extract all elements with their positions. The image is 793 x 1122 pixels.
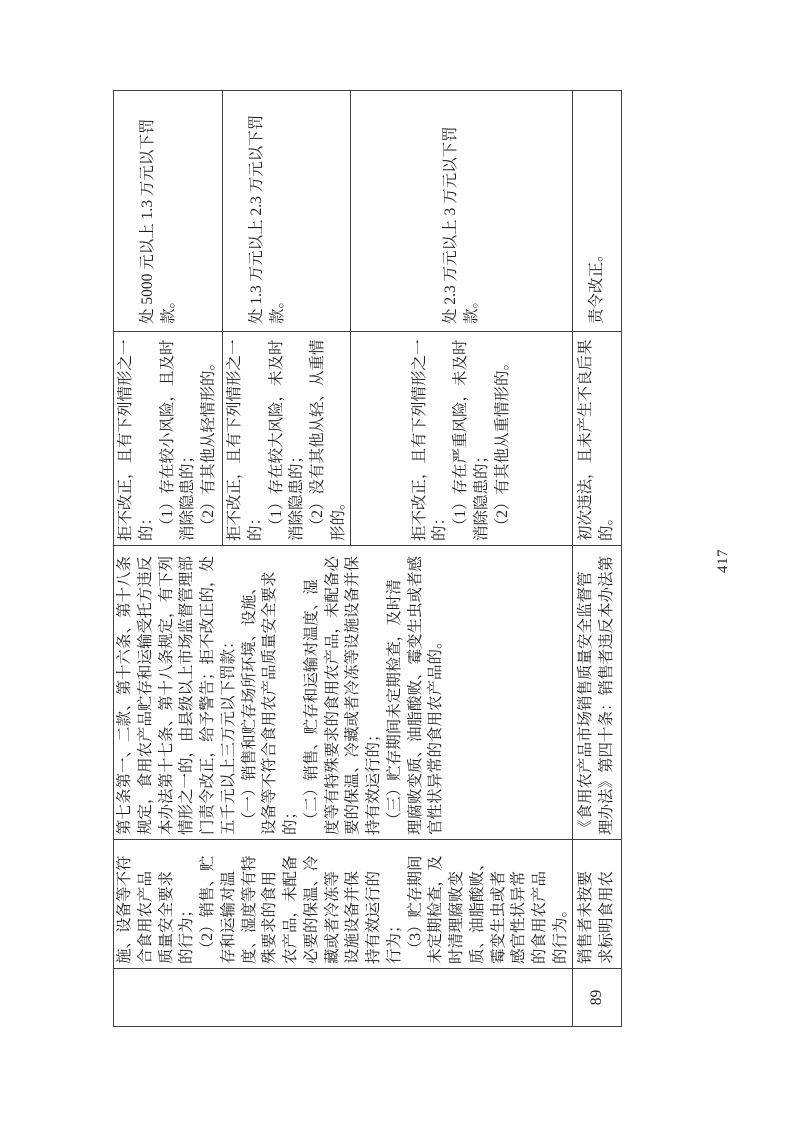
- text-line: 持有效运行的: [365, 870, 382, 964]
- text-line: 质、油脂酸败、: [468, 855, 486, 964]
- text-line: 款。: [462, 292, 480, 324]
- text-line: 官性状异常的食用农产品的。: [427, 633, 445, 835]
- text-line: 拒不改正，且有下列情形之一: [410, 339, 428, 541]
- cell-discretion-89: [573, 331, 621, 545]
- text-line: （2）销售、贮: [199, 855, 216, 964]
- text-line: 未定期检查，及: [427, 855, 445, 964]
- text-line: 形的。: [329, 494, 347, 541]
- text-line: 质量安全要求: [157, 870, 175, 964]
- seq-number: 89: [587, 989, 605, 1006]
- text-line: 的：: [137, 509, 155, 541]
- cell-penalty-range-2: [223, 91, 351, 331]
- text-line: 设备等不符合食用农产品质量安全要求: [261, 571, 279, 835]
- penalty-discretion-table: [113, 90, 622, 1027]
- text-line: 处 1.3 万元以上 2.3 万元以下罚: [248, 114, 265, 324]
- text-line: 度等有特殊要求的食用农产品，未配备必: [323, 555, 341, 835]
- text-line: 合食用农产品: [136, 870, 154, 964]
- text-line: 第七条第一、二款、第十六条、第十八条: [116, 555, 133, 835]
- cell-violation-89: [573, 839, 621, 968]
- text-line: （2）有其他从轻情形的。: [200, 354, 217, 541]
- text-line: 存和运输对温: [219, 870, 237, 964]
- text-line: 本办法第十七条、第十八条规定，有下列: [157, 555, 175, 835]
- text-line: 的：: [431, 509, 449, 541]
- text-line: 设施设备并保: [344, 870, 362, 964]
- text-line: 五千元以上三万元以下罚款：: [219, 633, 237, 835]
- text-line: 度、湿度等有特: [240, 855, 258, 964]
- text-line: 情形之一的，由县级以上市场监督管理部: [178, 555, 196, 835]
- text-line: 时清理腐败变: [448, 870, 465, 964]
- text-line: 拒不改正，且有下列情形之一: [226, 339, 243, 541]
- cell-discretion-situation-1: [114, 331, 223, 545]
- text-line: 责令改正。: [587, 246, 605, 324]
- text-line: （1）存在较大风险，未及时: [267, 339, 285, 541]
- cell-penalty-basis-89: [573, 545, 621, 839]
- cell-penalty-basis-continuation: [114, 545, 573, 839]
- text-line: 规定，食用农产品贮存和运输受托方违反: [136, 555, 154, 835]
- cell-penalty-range-3: [351, 91, 573, 331]
- cell-seq-89: [573, 968, 621, 1026]
- text-line: 求标明食用农: [598, 870, 615, 964]
- text-line: 理办法》第四十条：销售者违反本办法第: [598, 555, 615, 835]
- text-line: 的食用农产品: [531, 870, 548, 964]
- text-line: 款。: [159, 292, 177, 324]
- text-line: 霉变生虫或者: [489, 870, 507, 964]
- text-line: （3）贮存期间: [406, 855, 424, 964]
- text-line: 销售者未按要: [577, 870, 595, 964]
- text-line: 施、设备等不符: [116, 855, 133, 964]
- text-line: 藏或者冷冻等: [323, 870, 341, 964]
- text-line: 消除隐患的；: [472, 447, 490, 541]
- text-line: 消除隐患的；: [179, 447, 197, 541]
- cell-violation-continuation: [114, 839, 573, 968]
- cell-seq-continuation: [114, 968, 573, 1026]
- text-line: 殊要求的食用: [261, 870, 279, 964]
- text-line: 的：: [246, 509, 264, 541]
- text-line: 初次违法，且未产生不良后果: [577, 339, 595, 541]
- text-line: （一）销售和贮存场所环境、设施、: [240, 579, 258, 835]
- text-line: 的行为；: [178, 901, 196, 964]
- text-line: 拒不改正，且有下列情形之一: [117, 339, 134, 541]
- cell-discretion-situation-2: [223, 331, 351, 545]
- text-line: 的行为。: [551, 901, 569, 964]
- text-line: 必要的保温、冷: [302, 855, 320, 964]
- text-line: 《食用农产品市场销售质量安全监督管: [577, 571, 595, 835]
- text-line: （2）没有其他从轻、从重情: [309, 339, 326, 541]
- text-line: 门责令改正，给予警告；拒不改正的，处: [199, 555, 216, 835]
- text-line: （1）存在较小风险，且及时: [158, 339, 176, 541]
- text-line: （三）贮存期间未定期检查，及时清: [385, 579, 403, 835]
- text-line: 的；: [282, 803, 299, 835]
- cell-discretion-situation-3: [351, 331, 573, 545]
- text-line: 消除隐患的；: [288, 447, 306, 541]
- cell-penalty-89: [573, 91, 621, 331]
- text-line: 要的保温、冷藏或者冷冻等设施设备并保: [344, 555, 362, 835]
- text-line: 感官性状异常: [510, 870, 528, 964]
- text-line: （二）销售、贮存和运输对温度、湿: [302, 579, 320, 835]
- text-line: （1）存在严重风险，未及时: [452, 339, 470, 541]
- cell-penalty-range-1: [114, 91, 223, 331]
- text-line: 农产品，未配备: [282, 855, 299, 964]
- text-line: 款。: [268, 292, 286, 324]
- text-line: 处 5000 元以上 1.3 万元以下罚: [139, 118, 156, 324]
- text-line: 的。: [598, 509, 615, 541]
- text-line: 持有效运行的；: [365, 726, 382, 835]
- page-number: 417: [715, 549, 731, 573]
- text-line: 行为；: [385, 917, 403, 964]
- text-line: 处 2.3 万元以上 3 万元以下罚: [441, 126, 459, 324]
- text-line: 理腐败变质、油脂酸败、霉变生虫或者感: [406, 555, 424, 835]
- text-line: （2）有其他从重情形的。: [493, 354, 511, 541]
